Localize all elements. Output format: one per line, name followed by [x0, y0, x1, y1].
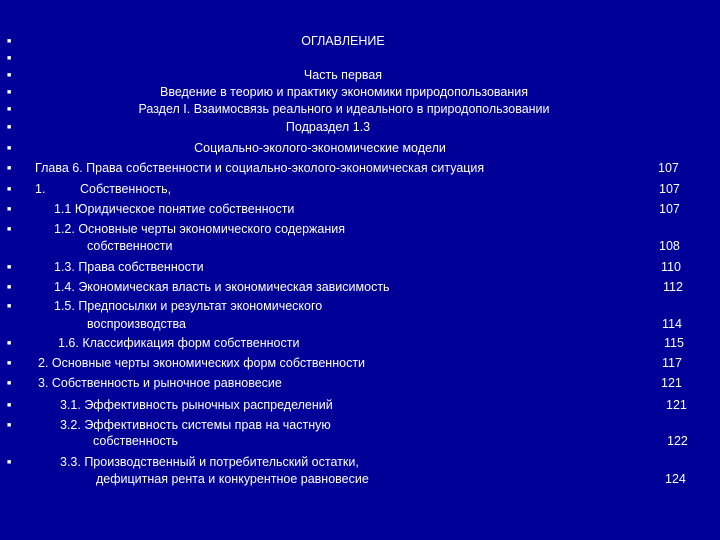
toc-entry-1-2: 1.2. Основные черты экономического содержания: [54, 222, 346, 236]
toc-page-number: 114: [662, 317, 682, 331]
bullet-marker: ■: [7, 459, 12, 466]
toc-page-number: 115: [664, 336, 684, 350]
toc-page-number: 112: [663, 280, 683, 294]
toc-page-number: 110: [661, 260, 681, 274]
intro-heading: Введение в теорию и практику экономики природопользования: [159, 85, 529, 99]
toc-entry-1-3: 1.3. Права собственности: [54, 260, 204, 274]
toc-entry-1-1: 1.1 Юридическое понятие собственности: [54, 202, 295, 216]
bullet-marker: ■: [7, 284, 12, 291]
bullet-marker: ■: [7, 360, 12, 367]
toc-page-number: 107: [659, 182, 680, 196]
toc-entry-2: 2. Основные черты экономических форм собственности: [38, 356, 366, 370]
toc-entry-1-5: 1.5. Предпосылки и результат экономического: [54, 299, 323, 313]
toc-entry-1: Собственность,: [80, 182, 172, 196]
part-heading: Часть первая: [303, 68, 383, 82]
toc-page-number: 107: [659, 202, 680, 216]
bullet-marker: ■: [7, 264, 12, 271]
bullet-marker: ■: [7, 340, 12, 347]
bullet-marker: ■: [7, 380, 12, 387]
bullet-marker: ■: [7, 38, 12, 45]
bullet-marker: ■: [7, 89, 12, 96]
toc-entry-1-2-cont: собственности: [87, 239, 173, 253]
toc-entry-3-1: 3.1. Эффективность рыночных распределений: [60, 398, 333, 412]
bullet-marker: ■: [7, 124, 12, 131]
bullet-marker: ■: [7, 106, 12, 113]
toc-entry-1-6: 1.6. Классификация форм собственности: [58, 336, 300, 350]
toc-entry-3-3: 3.3. Производственный и потребительский остатки,: [60, 455, 359, 469]
toc-page-number: 108: [659, 239, 680, 253]
toc-title: ОГЛАВЛЕНИЕ: [301, 34, 385, 48]
toc-entry-3-3-cont: дефицитная рента и конкурентное равновесие: [96, 472, 369, 486]
toc-entry-3-2: 3.2. Эффективность системы прав на частную: [60, 418, 331, 432]
models-heading: Социально-эколого-экономические модели: [194, 141, 446, 155]
bullet-marker: ■: [7, 303, 12, 310]
bullet-marker: ■: [7, 402, 12, 409]
toc-entry-chapter-6: Глава 6. Права собственности и социально-эколого-экономическая ситуация: [35, 161, 485, 175]
toc-entry-1-4: 1.4. Экономическая власть и экономическая зависимость: [54, 280, 390, 294]
bullet-marker: ■: [7, 72, 12, 79]
subsection-heading: Подраздел 1.3: [285, 120, 371, 134]
toc-page-number: 117: [662, 356, 682, 370]
bullet-marker: ■: [7, 206, 12, 213]
toc-page-number: 121: [666, 398, 687, 412]
toc-page-number: 107: [658, 161, 679, 175]
toc-entry-3-2-cont: собственность: [93, 434, 179, 448]
toc-page-number: 121: [661, 376, 682, 390]
bullet-marker: ■: [7, 145, 12, 152]
bullet-marker: ■: [7, 422, 12, 429]
bullet-marker: ■: [7, 186, 12, 193]
toc-entry-1-5-cont: воспроизводства: [87, 317, 186, 331]
toc-page-number: 122: [667, 434, 688, 448]
bullet-marker: ■: [7, 226, 12, 233]
bullet-marker: ■: [7, 55, 12, 62]
toc-page-number: 124: [665, 472, 686, 486]
bullet-marker: ■: [7, 165, 12, 172]
section-heading: Раздел I. Взаимосвязь реального и идеального в природопользовании: [138, 102, 550, 116]
toc-entry-num: 1.: [35, 182, 46, 196]
toc-entry-3: 3. Собственность и рыночное равновесие: [38, 376, 282, 390]
